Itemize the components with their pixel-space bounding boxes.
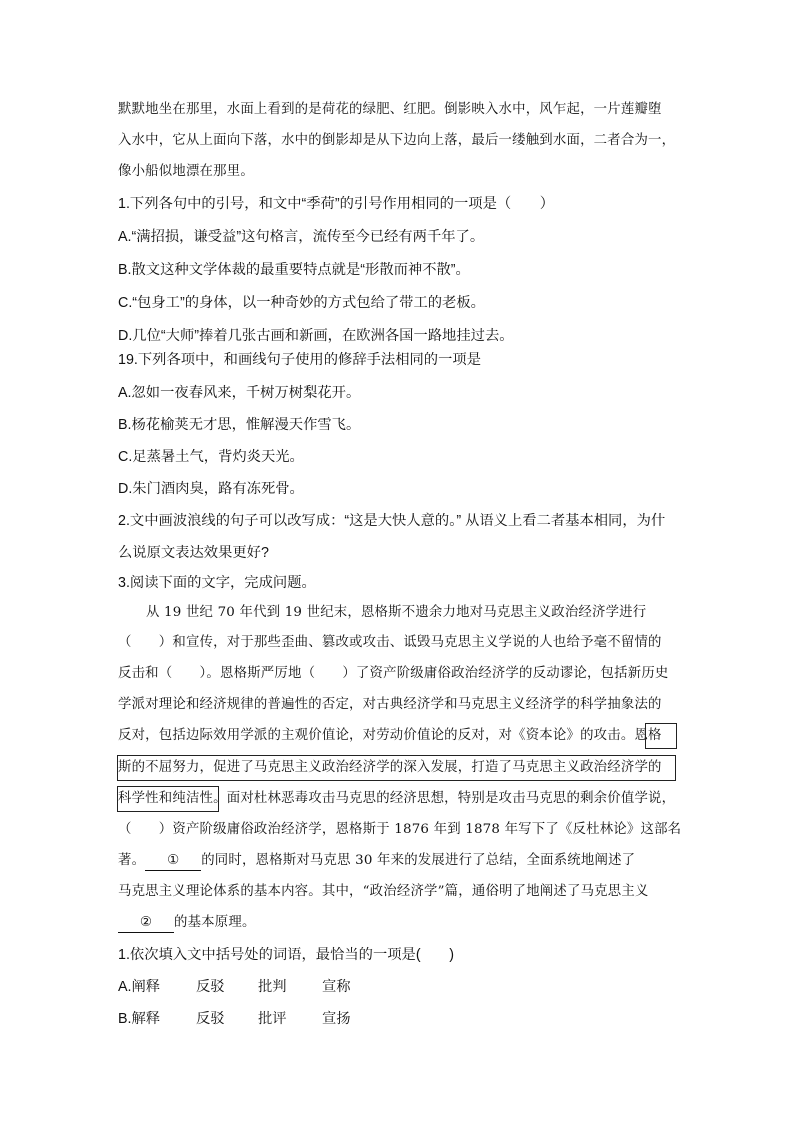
option-word: A.阐释 xyxy=(118,979,161,995)
option-b: B.散文这种文学体裁的最重要特点就是“形散而神不散”。 xyxy=(118,262,470,278)
passage-line: 从 19 世纪 70 年代到 19 世纪末，恩格斯不遗余力地对马克思主义政治经济学进行 xyxy=(146,605,647,620)
passage-line: 像小船似地漂在那里。 xyxy=(118,164,254,179)
question-stem: 3.阅读下面的文字，完成问题。 xyxy=(118,575,316,591)
passage-text: 反对，包括边际效用学派的主观价值论，对劳动价值论的反对，对《资本论》的攻击。 xyxy=(118,728,635,743)
option-b xyxy=(118,1009,351,1029)
boxed-sentence-line: 斯的不屈努力，促进了马克思主义政治经济学的深入发展，打造了马克思主义政治经济学的 xyxy=(118,760,662,775)
option-word: 反驳 xyxy=(196,979,225,995)
passage-text: 。面对杜林恶毒攻击马克思的经济思想，特别是攻击马克思的剩余价值学说， xyxy=(213,791,676,806)
passage-line: （ ）资产阶级庸俗政治经济学，恩格斯于 1876 年到 1878 年写下了《反杜林论》这部名 xyxy=(118,822,682,837)
passage-text: 的基本原理。 xyxy=(174,915,256,930)
passage-line: 反击和（ ）。恩格斯严厉地（ ）了资产阶级庸俗政治经济学的反动谬论，包括新历史 xyxy=(118,666,669,681)
option-word: 宣扬 xyxy=(322,1011,351,1027)
passage-line xyxy=(118,789,675,809)
option-d: D.几位“大师”捧着几张古画和新画，在欧洲各国一路地挂过去。 xyxy=(118,328,514,344)
option-word: 反驳 xyxy=(196,1011,225,1027)
question-stem: 1.下列各句中的引号，和文中“季荷”的引号作用相同的一项是（ ） xyxy=(118,196,555,212)
option-a: A.忽如一夜春风来，千树万树梨花开。 xyxy=(118,385,361,401)
option-b: B.杨花榆荚无才思，惟解漫天作雪飞。 xyxy=(118,417,361,433)
question-stem: 2.文中画波浪线的句子可以改写成：“这是大快人意的。” 从语义上看二者基本相同，为什 xyxy=(118,513,666,529)
option-word: 批判 xyxy=(258,979,287,995)
blank-1: ① xyxy=(145,852,201,871)
option-a: A.“满招损，谦受益”这句格言，流传至今已经有两千年了。 xyxy=(118,229,485,245)
option-word: B.解释 xyxy=(118,1011,161,1027)
blank-2: ② xyxy=(118,914,174,933)
passage-line: 学派对理论和经济规律的普遍性的否定，对古典经济学和马克思主义经济学的科学抽象法的 xyxy=(118,697,662,712)
option-word: 批评 xyxy=(258,1011,287,1027)
passage-line xyxy=(118,851,635,871)
passage-text: 的同时，恩格斯对马克思 30 年来的发展进行了总结，全面系统地阐述了 xyxy=(201,853,636,868)
passage-text: 著。 xyxy=(118,853,146,868)
passage-line: 入水中，它从上面向下落，水中的倒影却是从下边向上落，最后一缕触到水面，二者合为一， xyxy=(118,133,676,148)
passage-line xyxy=(118,726,662,746)
question-stem-continued: 么说原文表达效果更好? xyxy=(118,545,269,561)
boxed-sentence-end: 科学性和纯洁性 xyxy=(118,791,214,806)
question-stem: 1.依次填入文中括号处的词语，最恰当的一项是( ) xyxy=(118,947,454,963)
option-a xyxy=(118,977,351,997)
passage-line: （ ）和宣传，对于那些歪曲、篡改或攻击、诋毁马克思主义学说的人也给予毫不留情的 xyxy=(118,635,662,650)
option-c: C.足蒸暑土气，背灼炎天光。 xyxy=(118,449,304,465)
option-d: D.朱门酒肉臭，路有冻死骨。 xyxy=(118,481,304,497)
option-word: 宣称 xyxy=(322,979,351,995)
question-stem: 19.下列各项中，和画线句子使用的修辞手法相同的一项是 xyxy=(118,352,481,368)
passage-line: 马克思主义理论体系的基本内容。其中，“政治经济学”篇，通俗明了地阐述了马克思主义 xyxy=(118,884,649,899)
passage-line xyxy=(118,913,256,933)
boxed-sentence-start: 恩格 xyxy=(634,728,662,743)
option-c: C.“包身工”的身体，以一种奇妙的方式包给了带工的老板。 xyxy=(118,295,485,311)
passage-line: 默默地坐在那里，水面上看到的是荷花的绿肥、红肥。倒影映入水中，风乍起，一片莲瓣堕 xyxy=(118,102,662,117)
